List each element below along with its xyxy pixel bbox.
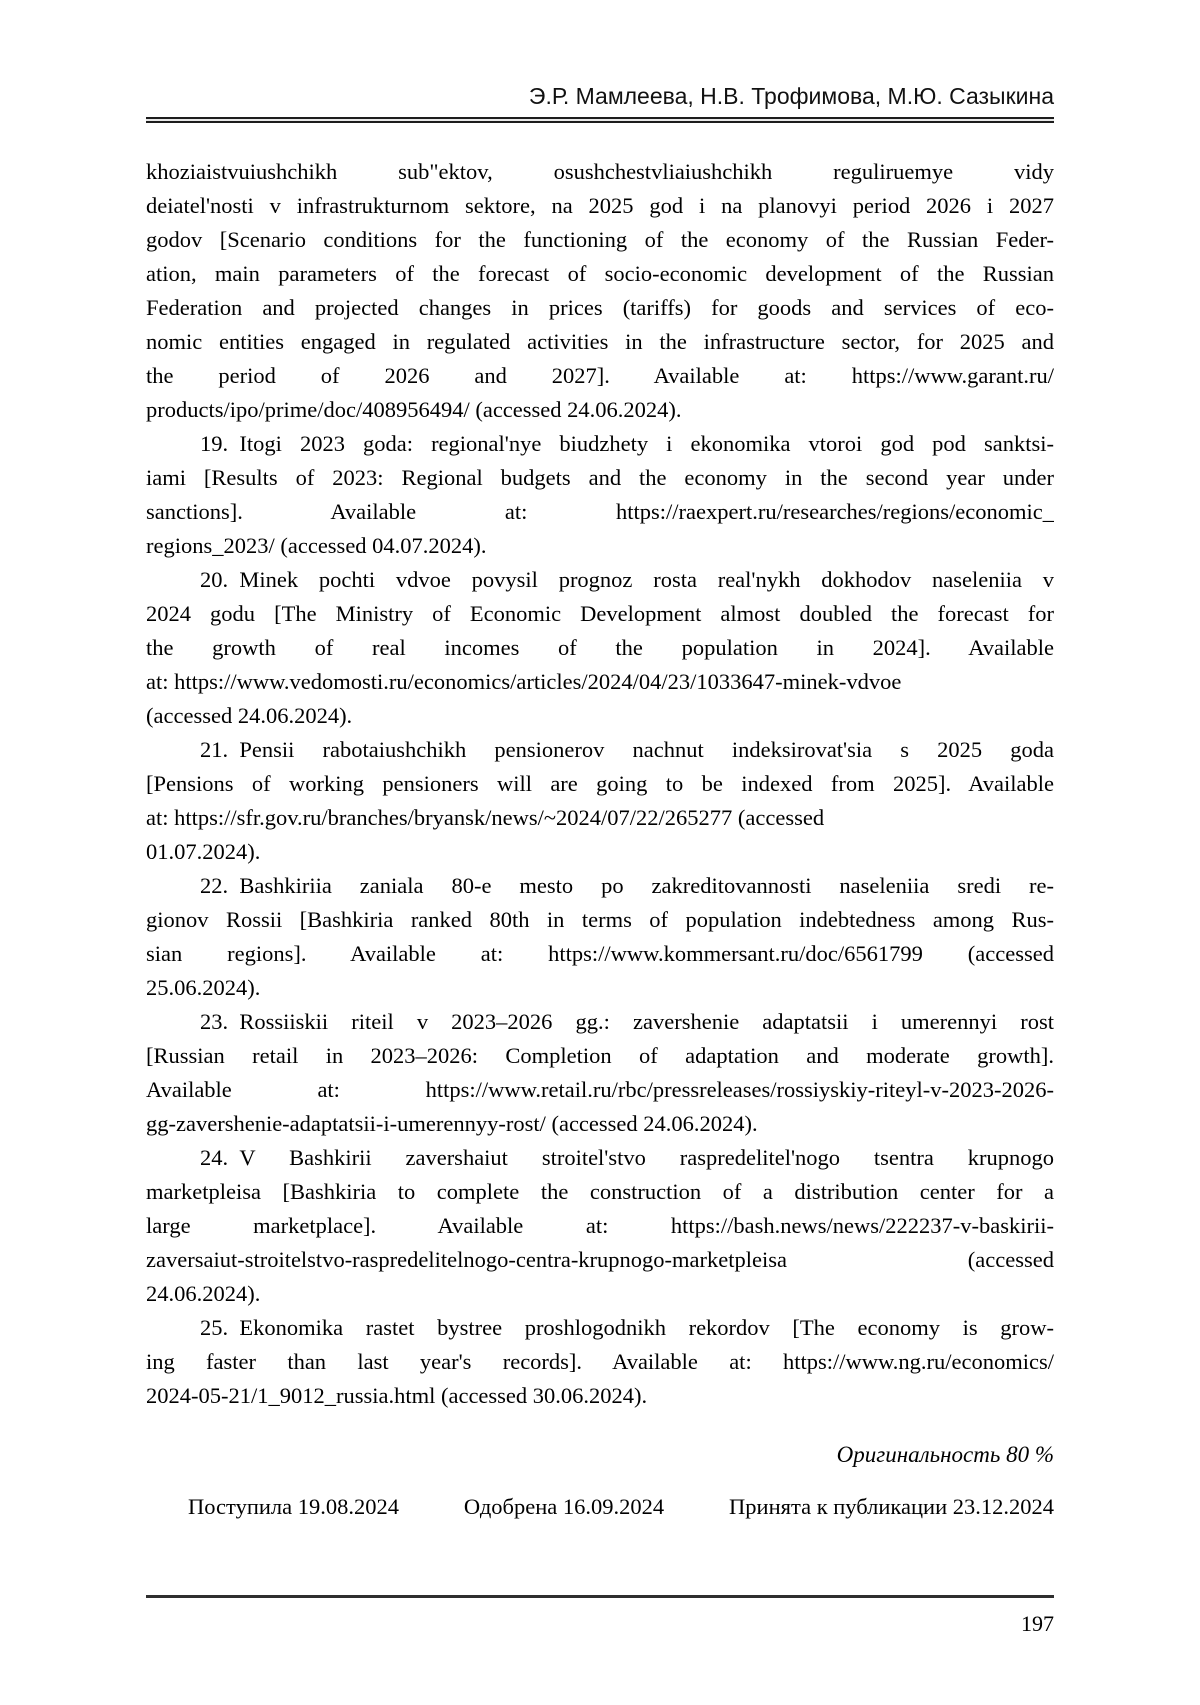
reference-paragraph	[146, 733, 1054, 869]
reference-line: khoziaistvuiushchikh sub"ektov, osushchestvliaiushchikh reguliruemye vidy	[146, 159, 1054, 184]
footer-rule	[146, 1595, 1054, 1598]
reference-line: sian regions]. Available at: https://www.kommersant.ru/doc/6561799 (accessed	[146, 941, 1054, 966]
reference-line: 25.06.2024).	[146, 975, 261, 1000]
reference-paragraph	[146, 563, 1054, 733]
reference-line: large marketplace]. Available at: https://bash.news/news/222237-v-baskirii-	[146, 1213, 1054, 1238]
reference-line: 20. Minek pochti vdvoe povysil prognoz rosta real'nykh dokhodov naseleniia v	[200, 567, 1054, 592]
reference-paragraph	[146, 155, 1054, 427]
reference-line: marketpleisa [Bashkiria to complete the construction of a distribution center for a	[146, 1179, 1054, 1204]
reference-line: zaversaiut-stroitelstvo-raspredelitelnogo-centra-krupnogo-marketpleisa (accessed	[146, 1247, 1054, 1272]
reference-line: (accessed 24.06.2024).	[146, 703, 353, 728]
page-number: 197	[1021, 1611, 1054, 1636]
reference-line: products/ipo/prime/doc/408956494/ (accessed 24.06.2024).	[146, 397, 682, 422]
reference-line: iami [Results of 2023: Regional budgets and the economy in the second year under	[146, 465, 1054, 490]
reference-line: 25. Ekonomika rastet bystree proshlogodnikh rekordov [The economy is grow-	[200, 1315, 1054, 1340]
reference-paragraph	[146, 1311, 1054, 1413]
reference-line: ation, main parameters of the forecast of socio-economic development of the Russian	[146, 261, 1054, 286]
reference-line: the growth of real incomes of the population in 2024]. Available	[146, 635, 1054, 660]
reference-line: 23. Rossiiskii riteil v 2023–2026 gg.: zavershenie adaptatsii i umerennyi rost	[200, 1009, 1054, 1034]
running-header-authors: Э.Р. Мамлеева, Н.В. Трофимова, М.Ю. Сазыкина	[528, 83, 1054, 109]
reference-line: at: https://www.vedomosti.ru/economics/articles/2024/04/23/1033647-minek-vdvoe	[146, 669, 902, 694]
reference-line: deiatel'nosti v infrastrukturnom sektore, na 2025 god i na planovyi period 2026 i 2027	[146, 193, 1054, 218]
reference-line: 21. Pensii rabotaiushchikh pensionerov nachnut indeksirovat'sia s 2025 goda	[200, 737, 1054, 762]
reference-line: the period of 2026 and 2027]. Available at: https://www.garant.ru/	[146, 363, 1054, 388]
header-double-rule	[146, 117, 1054, 123]
reference-line: at: https://sfr.gov.ru/branches/bryansk/news/~2024/07/22/265277 (accessed	[146, 805, 825, 830]
reference-line: ing faster than last year's records]. Available at: https://www.ng.ru/economics/	[146, 1349, 1054, 1374]
reference-line: regions_2023/ (accessed 04.07.2024).	[146, 533, 487, 558]
reference-line: sanctions]. Available at: https://raexpert.ru/researches/regions/economic_	[146, 499, 1054, 524]
reference-paragraph	[146, 427, 1054, 563]
article-dates-row	[188, 1492, 1054, 1522]
reference-paragraph	[146, 869, 1054, 1005]
reference-line: Available at: https://www.retail.ru/rbc/pressreleases/rossiyskiy-riteyl-v-2023-2026-	[146, 1077, 1054, 1102]
reference-line: godov [Scenario conditions for the functioning of the economy of the Russian Feder-	[146, 227, 1054, 252]
reference-line: gionov Rossii [Bashkiria ranked 80th in terms of population indebtedness among Rus-	[146, 907, 1054, 932]
reference-line: 24. V Bashkirii zavershaiut stroitel'stvo raspredelitel'nogo tsentra krupnogo	[200, 1145, 1054, 1170]
reference-line: 2024 godu [The Ministry of Economic Development almost doubled the forecast for	[146, 601, 1054, 626]
date-accepted: Принята к публикации 23.12.2024	[729, 1494, 1054, 1519]
reference-line: 24.06.2024).	[146, 1281, 261, 1306]
reference-line: Federation and projected changes in prices (tariffs) for goods and services of eco-	[146, 295, 1054, 320]
reference-line: 2024-05-21/1_9012_russia.html (accessed 30.06.2024).	[146, 1383, 648, 1408]
reference-line: gg-zavershenie-adaptatsii-i-umerennyy-rost/ (accessed 24.06.2024).	[146, 1111, 758, 1136]
reference-paragraph	[146, 1141, 1054, 1311]
date-received: Поступила 19.08.2024	[188, 1494, 400, 1519]
reference-line: 19. Itogi 2023 goda: regional'nye biudzhety i ekonomika vtoroi god pod sanktsi-	[200, 431, 1054, 456]
reference-line: [Russian retail in 2023–2026: Completion of adaptation and moderate growth].	[146, 1043, 1054, 1068]
originality-note: Оригинальность 80 %	[836, 1442, 1054, 1467]
reference-line: nomic entities engaged in regulated activities in the infrastructure sector, for 2025 and	[146, 329, 1054, 354]
date-approved: Одобрена 16.09.2024	[463, 1494, 665, 1519]
reference-line: 01.07.2024).	[146, 839, 261, 864]
references-section	[146, 155, 1054, 1413]
reference-paragraph	[146, 1005, 1054, 1141]
reference-line: [Pensions of working pensioners will are going to be indexed from 2025]. Available	[146, 771, 1054, 796]
reference-line: 22. Bashkiriia zaniala 80-e mesto po zakreditovannosti naseleniia sredi re-	[200, 873, 1054, 898]
